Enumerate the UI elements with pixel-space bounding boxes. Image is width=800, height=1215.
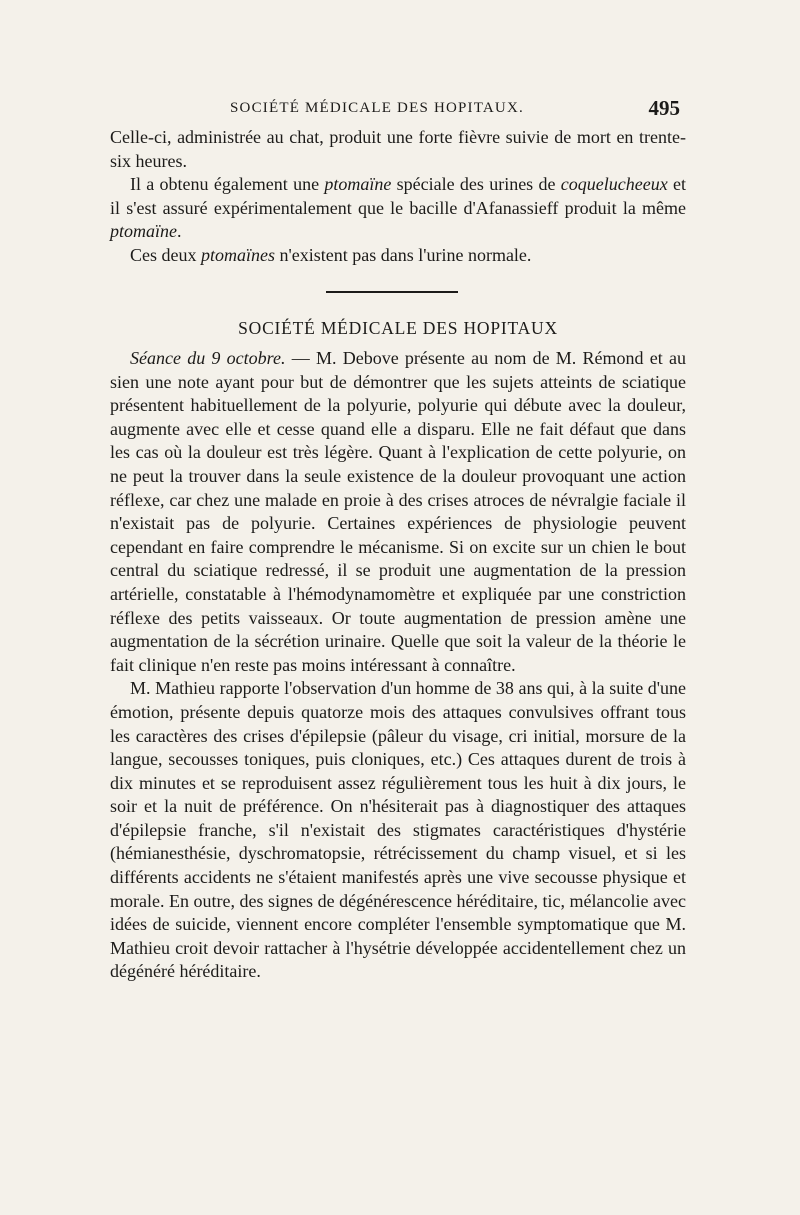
text-run: Il a obtenu également une [130,174,325,195]
italic-term: ptomaïnes [201,244,275,265]
text-run: Ces deux [130,244,201,265]
italic-term: ptomaïne [324,174,392,195]
text-run: n'existent pas dans l'urine normale. [275,244,532,265]
text-run: — M. Debove présente au nom de M. Rémond et au sien une note ayant pour but de démontrer que les sujets atteints de sciatique présentent habituellement de la polyurie, polyurie qui débute avec la douleur, augmente avec elle et cesse quand elle a disparu. Elle ne fait défaut que dans les cas où la douleur est très légère. Quant à l'explication de cette polyurie, on ne peut la trouver dans la seule existence de la douleur provoquant une action réflexe, car chez une malade en proie à des crises atroces de névralgie faciale il n'existait pas de polyurie. Certaines expériences de physiologie peuvent cependant en faire comprendre le mécanisme. Si on excite sur un chien le bout central du sciatique redressé, il se produit une augmentation de la pression artérielle, constatable à l'hémodynamomètre et expliquée par une constriction réflexe des petits vaisseaux. Or toute augmentation de pression amène une augmentation de la sécrétion urinaire. Quelle que soit la valeur de la théorie le fait clinique n'en reste pas moins intéressant à connaître. [110,348,686,675]
text-run: et il s'est assuré expérimentalement que le bacille d'Afanassieff produit la même [110,174,686,218]
text-run: . [177,221,182,242]
italic-term: coqueluche [560,174,643,195]
paragraph-mathieu-hysteria: M. Mathieu rapporte l'observation d'un homme de 38 ans qui, à la suite d'une émotion, présente depuis quatorze mois des attaques convulsives offrant tous les caractères des crises d'épilepsie (pâleur du visage, cri initial, morsure de la langue, secousses toniques, puis cloniques, etc.) Ces attaques durent de trois à dix minutes et se reproduisent assez régulièrement tous les huit à dix jours, le soir et la nuit de préférence. On n'hésiterait pas à diagnostiquer des attaques d'épilepsie franche, s'il n'existait des stigmates caractéristiques d'hystérie (hémianesthésie, dyschromatopsie, rétrécissement du champ visuel, et si les différents accidents ne s'étaient manifestés après une vive secousse physique et morale. En outre, des signes de dégénérescence héréditaire, tic, mélancolie avec idées de suicide, viennent encore compléter l'ensemble symptomatique que M. Mathieu croit devoir rattacher à l'hysétrie développée accidentellement chez un dégénéré héréditaire. [110,678,686,982]
paragraph-debove-sciatica [110,347,686,677]
section-divider [326,291,458,293]
running-header [110,96,680,122]
paragraph-fever: Celle-ci, administrée au chat, produit une forte fièvre suivie de mort en trente-six heures. [110,127,686,171]
running-title: SOCIÉTÉ MÉDICALE DES HOPITAUX. [230,100,524,116]
previous-article-ending [110,126,686,268]
section-heading: SOCIÉTÉ MÉDICALE DES HOPITAUX [238,318,558,338]
italic-term: eux [642,174,668,195]
paragraph-normal-urine [110,244,686,268]
italic-term: ptomaïne [110,221,177,242]
session-date: Séance du 9 octobre. [130,348,286,368]
section-body [110,347,686,984]
paragraph-ptomaine-urine [110,173,686,244]
text-run: spéciale des urines de [391,174,561,195]
page-number: 495 [648,96,680,120]
